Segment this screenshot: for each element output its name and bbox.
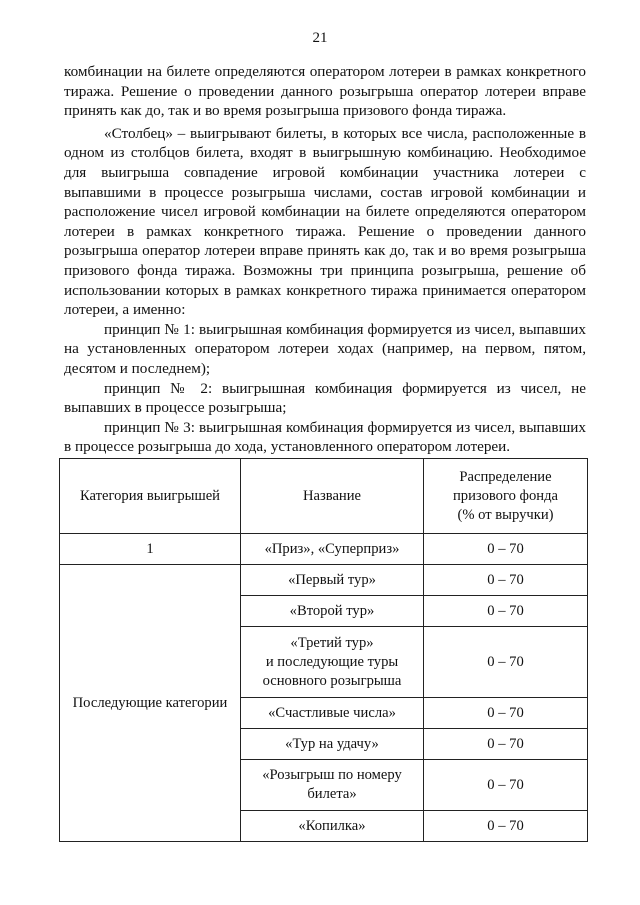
- body-text: [64, 62, 586, 457]
- prize-distribution-table: [59, 458, 588, 842]
- paragraph: принцип № 2: выигрышная комбинация формируется из чисел, не выпавших в процессе розыгрыша;: [64, 379, 586, 417]
- paragraph: принцип № 1: выигрышная комбинация формируется из чисел, выпавших на установленных оператором лотереи ходах (например, на первом, пятом, десятом и последнем);: [64, 320, 586, 377]
- page-number: 21: [312, 30, 328, 46]
- paragraph: «Столбец» – выигрывают билеты, в которых все числа, расположенные в одном из столбцов билета, входят в выигрышную комбинацию. Необходимое для выигрыша совпадение игровой комбинации участника лотереи с выпавшими в процессе розыгрыша числами, состав игровой комбинации и расположение чисел игровой комбинации на билете определяются оператором лотереи в рамках конкретного тиража. Решение о проведении данного розыгрыша оператор лотереи вправе принять как до, так и во время розыгрыша призового фонда тиража. Возможны три принципа розыгрыша, решение об использовании которых в рамках конкретного тиража принимается оператором лотереи, а именно:: [64, 124, 586, 319]
- paragraph: комбинации на билете определяются оператором лотереи в рамках конкретного тиража. Решение о проведении данного розыгрыша оператор лотереи вправе принять как до, так и во время розыгрыша призового фонда тиража.: [64, 63, 586, 120]
- table-row: [60, 534, 588, 565]
- name-cell: «Второй тур»: [241, 596, 424, 627]
- header-category: Категория выигрышей: [60, 459, 241, 534]
- value-cell: 0 – 70: [424, 760, 588, 811]
- value-cell: 0 – 70: [424, 596, 588, 627]
- name-cell: «Счастливые числа»: [241, 698, 424, 729]
- table-header-row: [60, 459, 588, 534]
- table-row: [60, 565, 588, 596]
- category-cell: 1: [60, 534, 241, 565]
- paragraph: принцип № 3: выигрышная комбинация формируется из чисел, выпавших в процессе розыгрыша до хода, установленного оператором лотереи.: [64, 418, 586, 456]
- header-name: Название: [241, 459, 424, 534]
- name-cell: «Копилка»: [241, 811, 424, 842]
- name-cell: «Розыгрыш по номеру билета»: [241, 760, 424, 811]
- name-cell: «Тур на удачу»: [241, 729, 424, 760]
- value-cell: 0 – 70: [424, 534, 588, 565]
- value-cell: 0 – 70: [424, 811, 588, 842]
- header-distribution: Распределение призового фонда (% от выручки): [424, 459, 588, 534]
- value-cell: 0 – 70: [424, 627, 588, 698]
- name-cell: «Приз», «Суперприз»: [241, 534, 424, 565]
- value-cell: 0 – 70: [424, 698, 588, 729]
- name-cell: «Первый тур»: [241, 565, 424, 596]
- value-cell: 0 – 70: [424, 565, 588, 596]
- value-cell: 0 – 70: [424, 729, 588, 760]
- name-cell: «Третий тур» и последующие туры основного розыгрыша: [241, 627, 424, 698]
- group-category-cell: Последующие категории: [60, 565, 241, 842]
